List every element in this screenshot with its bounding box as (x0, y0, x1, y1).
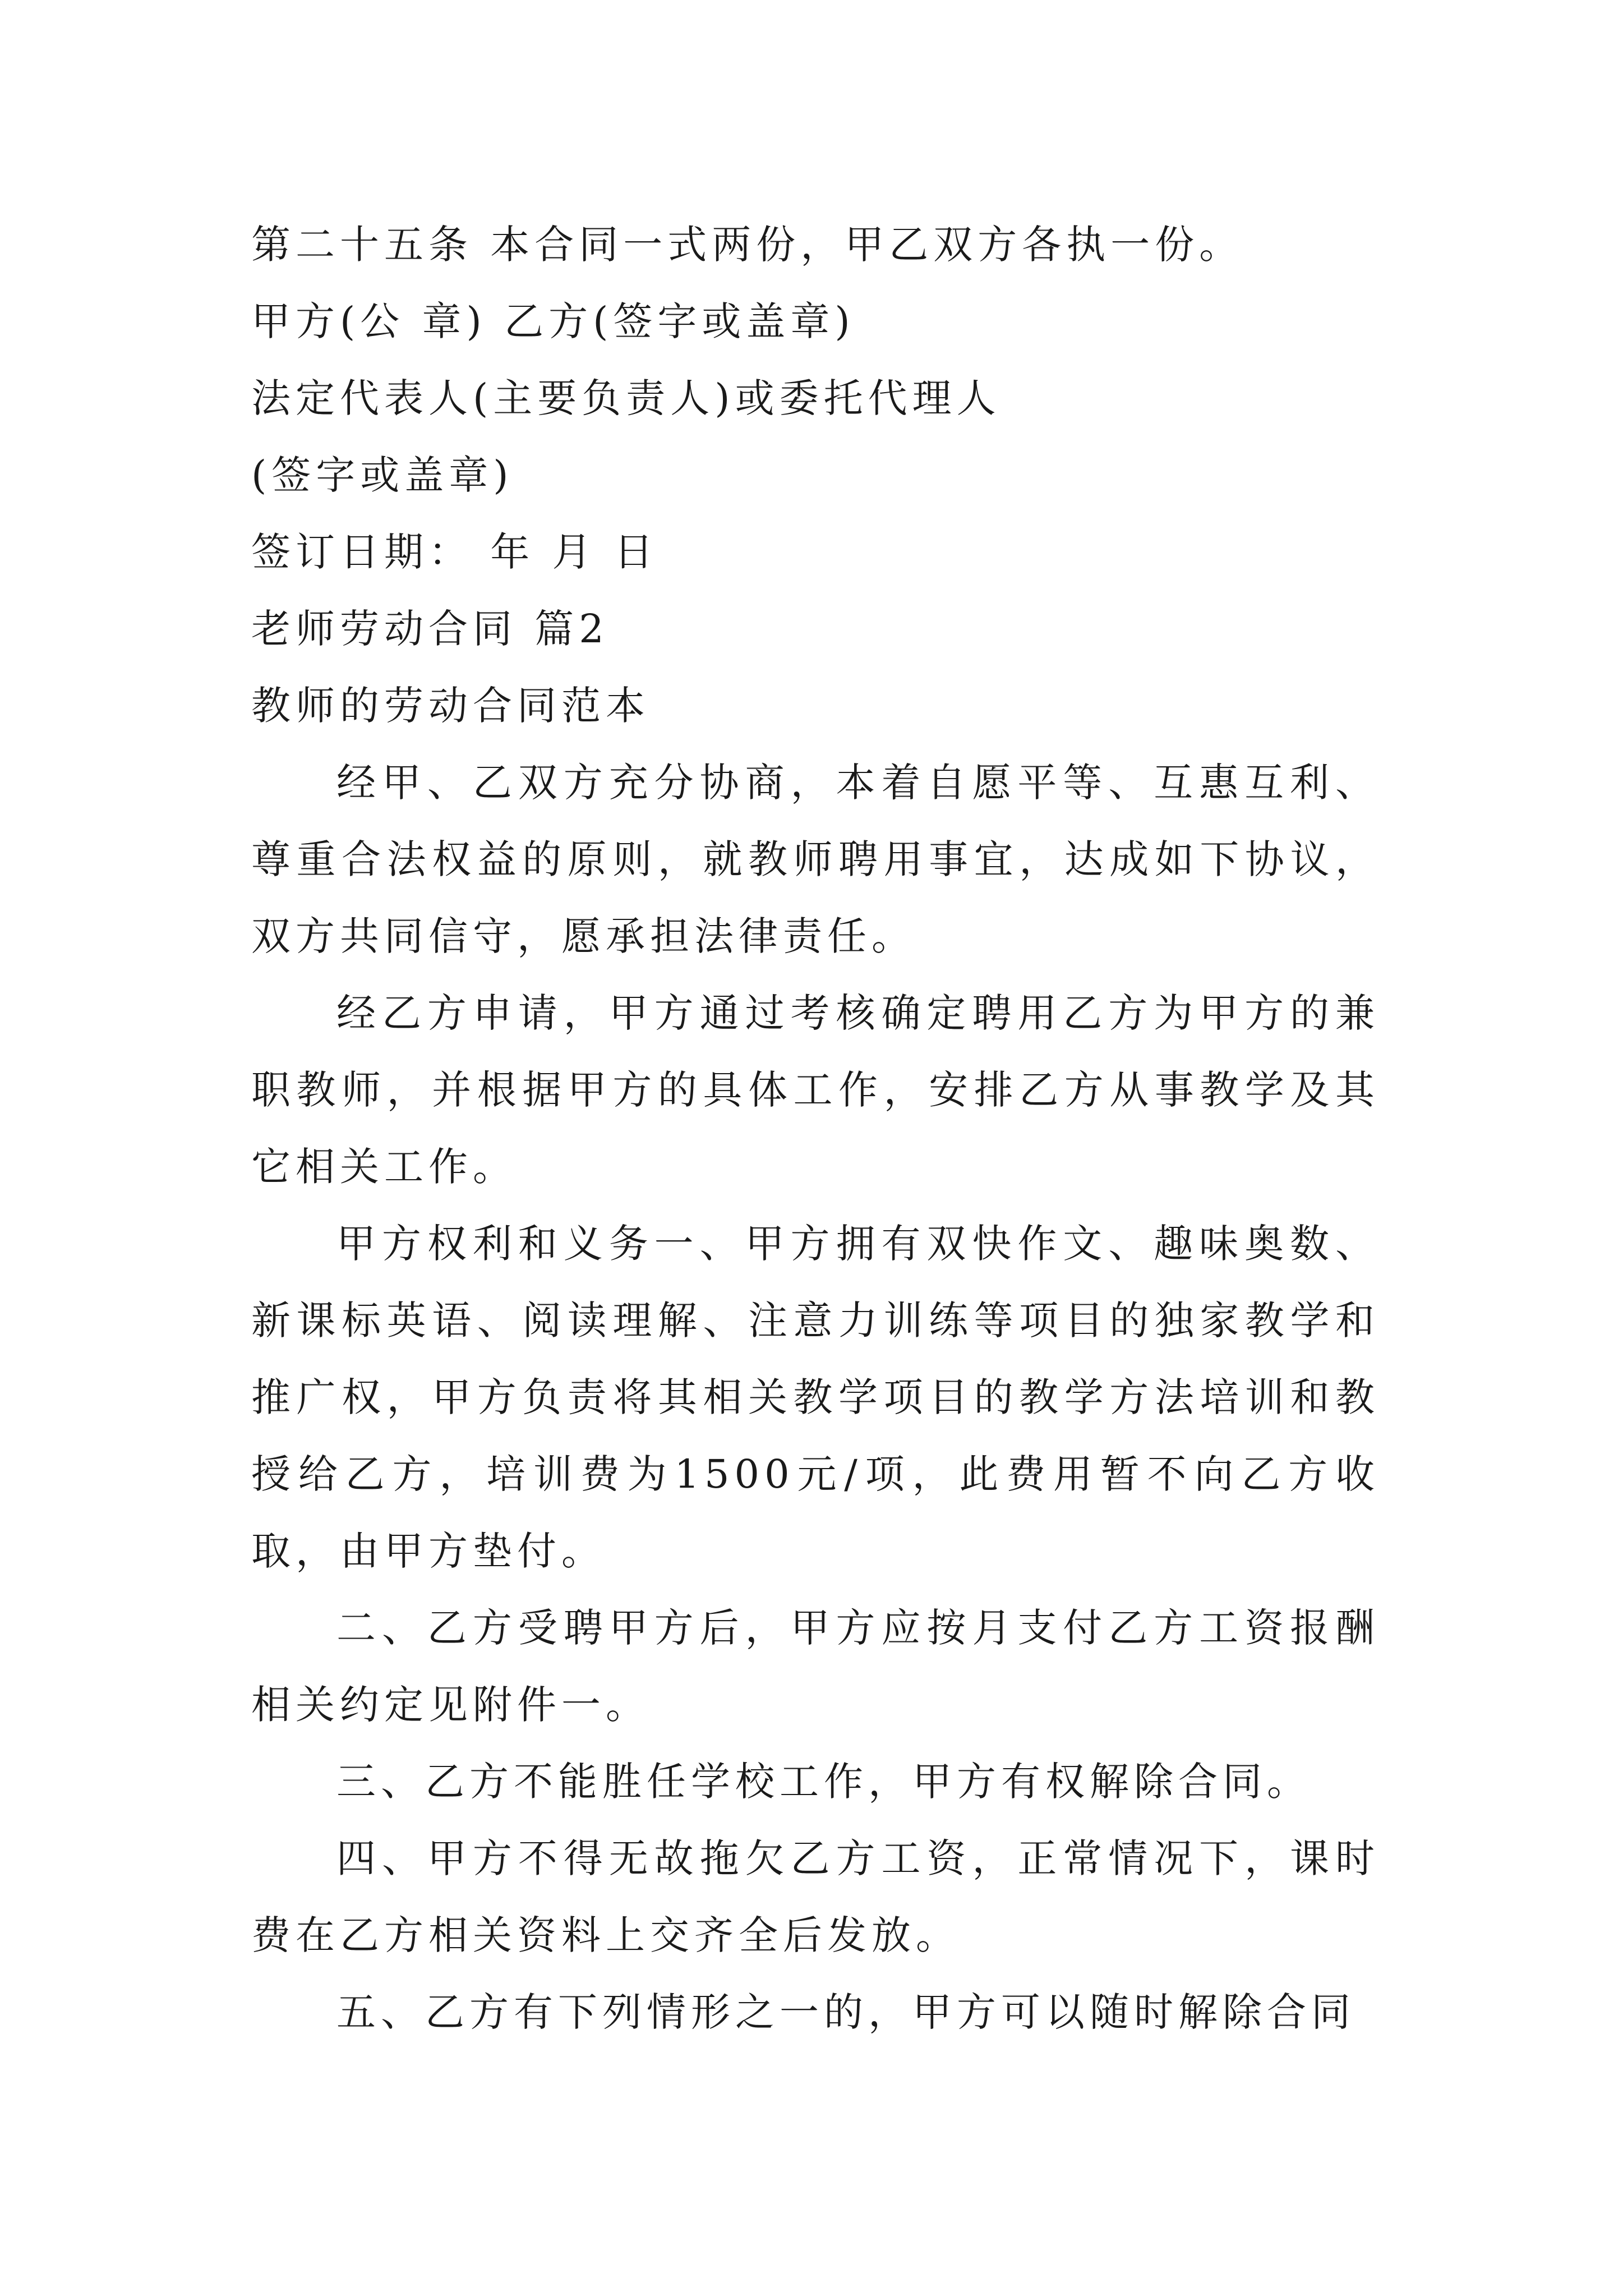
signing-date-line: 签订日期： 年 月 日 (251, 529, 658, 575)
section-heading: 老师劳动合同 篇2 (251, 606, 609, 652)
article-25-line: 第二十五条 本合同一式两份，甲乙双方各执一份。 (251, 222, 1244, 268)
paragraph-clause-3: 三、乙方不能胜任学校工作，甲方有权解除合同。 (336, 1759, 1311, 1805)
document-title: 教师的劳动合同范本 (251, 683, 650, 729)
paragraph-agreement: 经甲、乙双方充分协商，本着自愿平等、互惠互利、尊重合法权益的原则，就教师聘用事宜，达成如下协议，双方共同信守，愿承担法律责任。 (251, 760, 1380, 959)
paragraph-clause-4: 四、甲方不得无故拖欠乙方工资，正常情况下，课时费在乙方相关资料上交齐全后发放。 (251, 1835, 1380, 1958)
paragraph-employment: 经乙方申请，甲方通过考核确定聘用乙方为甲方的兼职教师，并根据甲方的具体工作，安排乙方从事教学及其它相关工作。 (251, 990, 1380, 1190)
party-seal-line: 甲方(公 章) 乙方(签字或盖章) (251, 298, 855, 344)
paragraph-clause-5: 五、乙方有下列情形之一的，甲方可以随时解除合同 (336, 1989, 1355, 2035)
legal-representative-line: 法定代表人(主要负责人)或委托代理人 (251, 375, 1001, 421)
paragraph-clause-2: 二、乙方受聘甲方后，甲方应按月支付乙方工资报酬相关约定见附件一。 (251, 1605, 1380, 1728)
signature-line: (签字或盖章) (251, 452, 514, 498)
document-body (251, 206, 1380, 2051)
paragraph-party-a-rights: 甲方权利和义务一、甲方拥有双快作文、趣味奥数、新课标英语、阅读理解、注意力训练等项目的独家教学和推广权，甲方负责将其相关教学项目的教学方法培训和教授给乙方，培训费为1500元/项，此费用暂不向乙方收取，由甲方垫付。 (251, 1221, 1380, 1574)
